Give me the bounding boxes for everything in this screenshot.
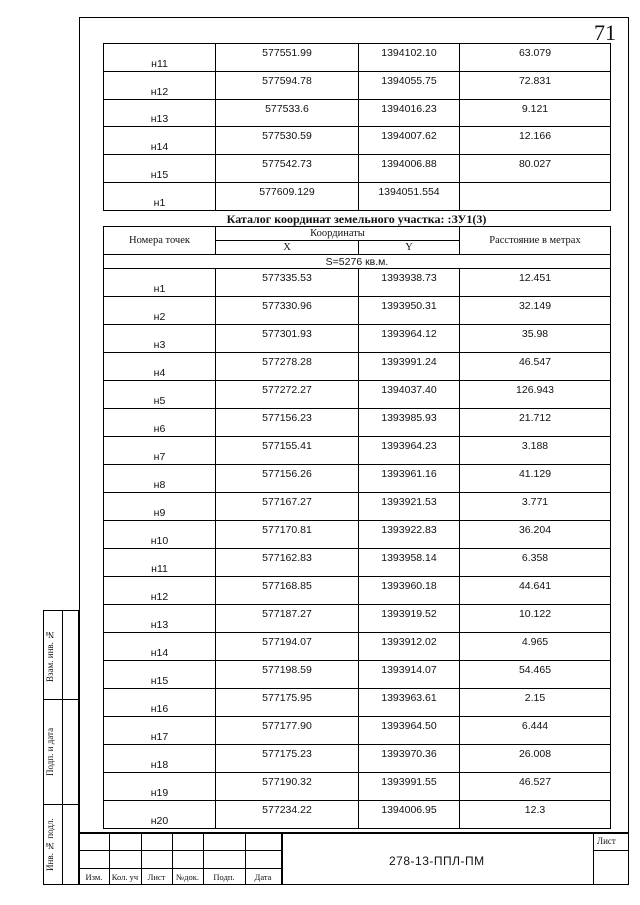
table-row <box>104 127 611 155</box>
point-number: н13 <box>104 99 216 127</box>
x-coordinate: 577187.27 <box>216 605 359 633</box>
point-number: н15 <box>104 155 216 183</box>
distance-value: 2.15 <box>460 689 611 717</box>
distance-value: 126.943 <box>460 381 611 409</box>
point-number: н19 <box>104 773 216 801</box>
table-row <box>104 155 611 183</box>
distance-value: 6.444 <box>460 717 611 745</box>
y-coordinate: 1393921.53 <box>359 493 460 521</box>
y-coordinate: 1394006.95 <box>359 801 460 829</box>
point-number: н1 <box>104 182 216 210</box>
y-coordinate: 1393964.23 <box>359 437 460 465</box>
x-coordinate: 577198.59 <box>216 661 359 689</box>
x-coordinate: 577301.93 <box>216 325 359 353</box>
table-row <box>104 801 611 829</box>
x-coordinate: 577194.07 <box>216 633 359 661</box>
point-number: н8 <box>104 465 216 493</box>
point-number: н9 <box>104 493 216 521</box>
point-number: н20 <box>104 801 216 829</box>
stamp-podp: Подп. и дата <box>45 727 55 777</box>
distance-value: 72.831 <box>460 71 611 99</box>
point-number: н11 <box>104 549 216 577</box>
x-coordinate: 577533.6 <box>216 99 359 127</box>
distance-value: 9.121 <box>460 99 611 127</box>
distance-value: 26.008 <box>460 745 611 773</box>
tb-label-kol: Кол. уч <box>111 872 139 882</box>
y-coordinate: 1394007.62 <box>359 127 460 155</box>
table-row <box>104 493 611 521</box>
y-coordinate: 1393961.16 <box>359 465 460 493</box>
table-row <box>104 353 611 381</box>
table-row <box>104 661 611 689</box>
x-coordinate: 577278.28 <box>216 353 359 381</box>
table-row <box>104 182 611 210</box>
point-number: н14 <box>104 127 216 155</box>
table-row <box>104 605 611 633</box>
point-number: н6 <box>104 409 216 437</box>
y-coordinate: 1393964.50 <box>359 717 460 745</box>
distance-value: 32.149 <box>460 297 611 325</box>
tb-label-izm: Изм. <box>85 872 103 882</box>
distance-value: 12.451 <box>460 269 611 297</box>
table-row <box>104 717 611 745</box>
tb-label-list: Лист <box>147 872 166 882</box>
point-number: н3 <box>104 325 216 353</box>
y-coordinate: 1393914.07 <box>359 661 460 689</box>
x-coordinate: 577156.23 <box>216 409 359 437</box>
distance-value: 63.079 <box>460 44 611 72</box>
table-row <box>104 381 611 409</box>
stamp-inv: Инв. № подл. <box>45 818 55 872</box>
y-coordinate: 1393950.31 <box>359 297 460 325</box>
table-row <box>104 465 611 493</box>
sheet-label: Лист <box>597 836 616 846</box>
table-row <box>104 437 611 465</box>
x-coordinate: 577190.32 <box>216 773 359 801</box>
distance-value: 6.358 <box>460 549 611 577</box>
top-coordinates-table <box>103 43 611 211</box>
table-row <box>104 99 611 127</box>
catalog-table <box>103 226 611 829</box>
point-number: н12 <box>104 577 216 605</box>
y-coordinate: 1393991.24 <box>359 353 460 381</box>
distance-value: 44.641 <box>460 577 611 605</box>
distance-value: 54.465 <box>460 661 611 689</box>
x-coordinate: 577330.96 <box>216 297 359 325</box>
point-number: н17 <box>104 717 216 745</box>
document-code: 278-13-ППЛ-ПМ <box>389 854 485 868</box>
point-number: н13 <box>104 605 216 633</box>
table-row <box>104 689 611 717</box>
header-points: Номера точек <box>104 227 216 255</box>
x-coordinate: 577177.90 <box>216 717 359 745</box>
x-coordinate: 577530.59 <box>216 127 359 155</box>
x-coordinate: 577168.85 <box>216 577 359 605</box>
tb-label-podp: Подп. <box>213 872 235 882</box>
x-coordinate: 577551.99 <box>216 44 359 72</box>
y-coordinate: 1393970.36 <box>359 745 460 773</box>
y-coordinate: 1393964.12 <box>359 325 460 353</box>
catalog-title: Каталог координат земельного участка: :ЗУ1(3) <box>226 212 487 226</box>
point-number: н2 <box>104 297 216 325</box>
point-number: н16 <box>104 689 216 717</box>
header-coords: Координаты <box>216 227 460 241</box>
point-number: н5 <box>104 381 216 409</box>
x-coordinate: 577167.27 <box>216 493 359 521</box>
x-coordinate: 577175.95 <box>216 689 359 717</box>
x-coordinate: 577162.83 <box>216 549 359 577</box>
y-coordinate: 1393958.14 <box>359 549 460 577</box>
distance-value: 4.965 <box>460 633 611 661</box>
distance-value: 21.712 <box>460 409 611 437</box>
table-row <box>104 71 611 99</box>
table-row <box>104 409 611 437</box>
y-coordinate: 1394051.554 <box>359 182 460 210</box>
point-number: н11 <box>104 44 216 72</box>
distance-value: 46.527 <box>460 773 611 801</box>
y-coordinate: 1393960.18 <box>359 577 460 605</box>
side-stamp <box>43 610 79 885</box>
y-coordinate: 1393912.02 <box>359 633 460 661</box>
page-number: 71 <box>594 20 616 45</box>
y-coordinate: 1394102.10 <box>359 44 460 72</box>
distance-value: 12.166 <box>460 127 611 155</box>
distance-value: 3.188 <box>460 437 611 465</box>
y-coordinate: 1394016.23 <box>359 99 460 127</box>
table-row <box>104 773 611 801</box>
table-row <box>104 577 611 605</box>
table-row <box>104 325 611 353</box>
title-block <box>79 832 629 885</box>
x-coordinate: 577542.73 <box>216 155 359 183</box>
y-coordinate: 1394006.88 <box>359 155 460 183</box>
y-coordinate: 1393985.93 <box>359 409 460 437</box>
point-number: н1 <box>104 269 216 297</box>
x-coordinate: 577170.81 <box>216 521 359 549</box>
point-number: н15 <box>104 661 216 689</box>
tb-label-ndok: №док. <box>176 872 199 882</box>
table-row <box>104 633 611 661</box>
point-number: н12 <box>104 71 216 99</box>
distance-value <box>460 182 611 210</box>
point-number: н7 <box>104 437 216 465</box>
distance-value: 80.027 <box>460 155 611 183</box>
x-coordinate: 577594.78 <box>216 71 359 99</box>
point-number: н18 <box>104 745 216 773</box>
header-x: X <box>216 241 359 255</box>
distance-value: 46.547 <box>460 353 611 381</box>
distance-value: 41.129 <box>460 465 611 493</box>
x-coordinate: 577234.22 <box>216 801 359 829</box>
header-y: Y <box>359 241 460 255</box>
distance-value: 3.771 <box>460 493 611 521</box>
table-row <box>104 297 611 325</box>
table-row <box>104 44 611 72</box>
x-coordinate: 577156.26 <box>216 465 359 493</box>
y-coordinate: 1394037.40 <box>359 381 460 409</box>
y-coordinate: 1393919.52 <box>359 605 460 633</box>
x-coordinate: 577175.23 <box>216 745 359 773</box>
distance-value: 35.98 <box>460 325 611 353</box>
point-number: н14 <box>104 633 216 661</box>
y-coordinate: 1393991.55 <box>359 773 460 801</box>
header-distance: Расстояние в метрах <box>460 227 611 255</box>
area-label: S=5276 кв.м. <box>104 255 611 269</box>
distance-value: 36.204 <box>460 521 611 549</box>
table-row <box>104 745 611 773</box>
y-coordinate: 1394055.75 <box>359 71 460 99</box>
stamp-vzam: Взам. инв. № <box>45 629 55 683</box>
y-coordinate: 1393938.73 <box>359 269 460 297</box>
tb-label-data: Дата <box>254 872 272 882</box>
x-coordinate: 577335.53 <box>216 269 359 297</box>
y-coordinate: 1393922.83 <box>359 521 460 549</box>
table-row <box>104 521 611 549</box>
table-row <box>104 549 611 577</box>
point-number: н10 <box>104 521 216 549</box>
x-coordinate: 577609.129 <box>216 182 359 210</box>
distance-value: 10.122 <box>460 605 611 633</box>
table-row <box>104 269 611 297</box>
x-coordinate: 577155.41 <box>216 437 359 465</box>
x-coordinate: 577272.27 <box>216 381 359 409</box>
distance-value: 12.3 <box>460 801 611 829</box>
y-coordinate: 1393963.61 <box>359 689 460 717</box>
point-number: н4 <box>104 353 216 381</box>
